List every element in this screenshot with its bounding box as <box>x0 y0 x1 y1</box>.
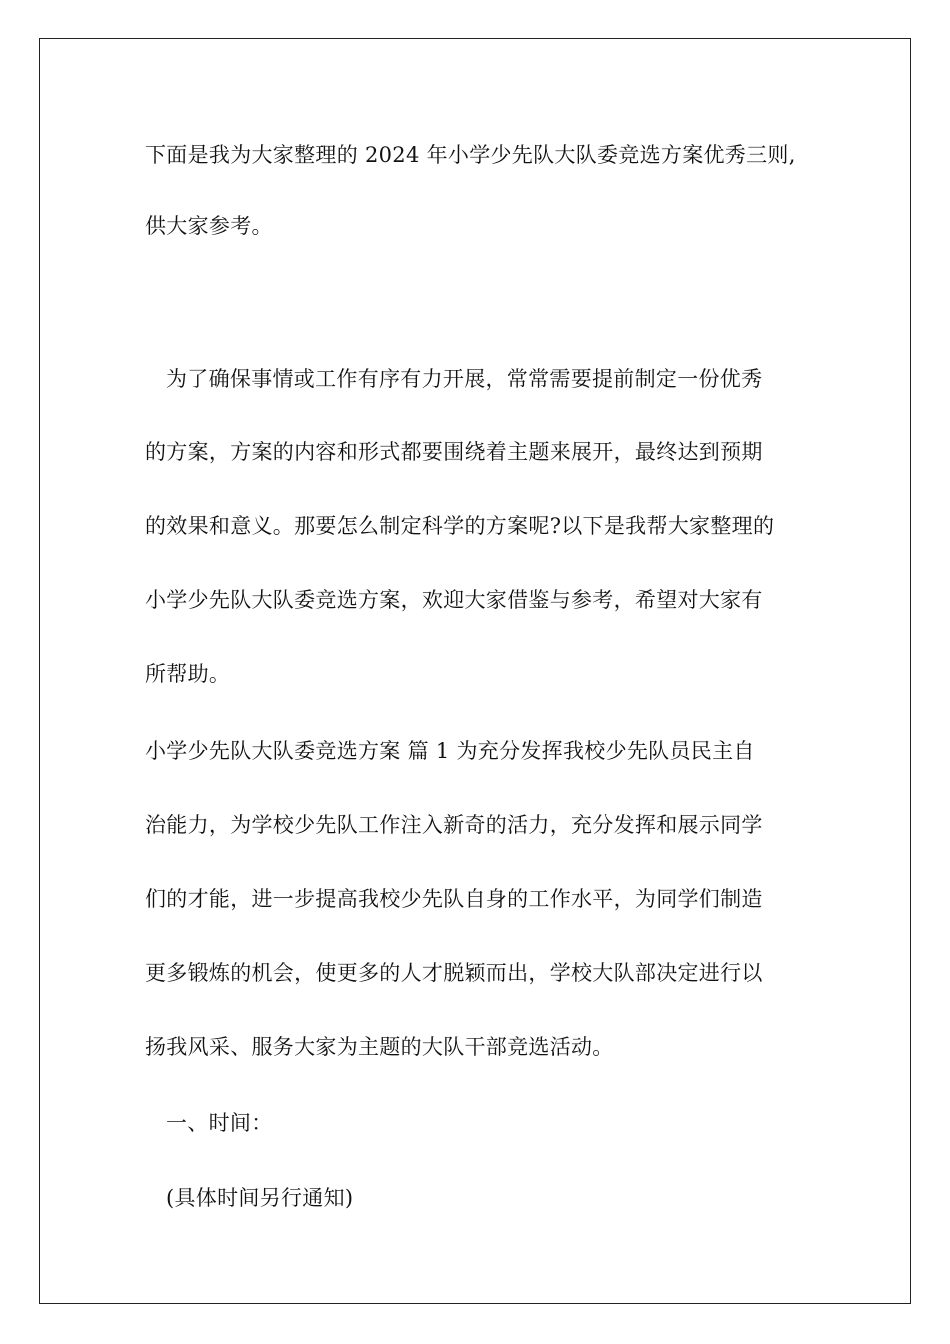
intro-line-2: 供大家参考。 <box>145 214 273 238</box>
paragraph1-line-4: 小学少先队大队委竞选方案，欢迎大家借鉴与参考，希望对大家有 <box>145 588 763 612</box>
paragraph2-line-5: 扬我风采、服务大家为主题的大队干部竞选活动。 <box>145 1035 614 1059</box>
section-heading-time: 一、时间： <box>166 1111 273 1135</box>
paragraph1-line-2: 的方案，方案的内容和形式都要围绕着主题来展开，最终达到预期 <box>145 440 763 464</box>
intro-line-1: 下面是我为大家整理的 2024 年小学少先队大队委竞选方案优秀三则, <box>145 143 796 167</box>
paragraph2-line-2: 治能力，为学校少先队工作注入新奇的活力，充分发挥和展示同学 <box>145 813 763 837</box>
paragraph1-line-1: 为了确保事情或工作有序有力开展，常常需要提前制定一份优秀 <box>166 367 763 391</box>
section-note-time: (具体时间另行通知) <box>166 1186 354 1210</box>
paragraph2-line-4: 更多锻炼的机会，使更多的人才脱颖而出，学校大队部决定进行以 <box>145 961 763 985</box>
paragraph1-line-3: 的效果和意义。那要怎么制定科学的方案呢?以下是我帮大家整理的 <box>145 514 775 538</box>
paragraph1-line-5: 所帮助。 <box>145 662 231 686</box>
paragraph2-line-3: 们的才能，进一步提高我校少先队自身的工作水平，为同学们制造 <box>145 887 763 911</box>
paragraph2-line-1: 小学少先队大队委竞选方案 篇 1 为充分发挥我校少先队员民主自 <box>145 739 755 763</box>
